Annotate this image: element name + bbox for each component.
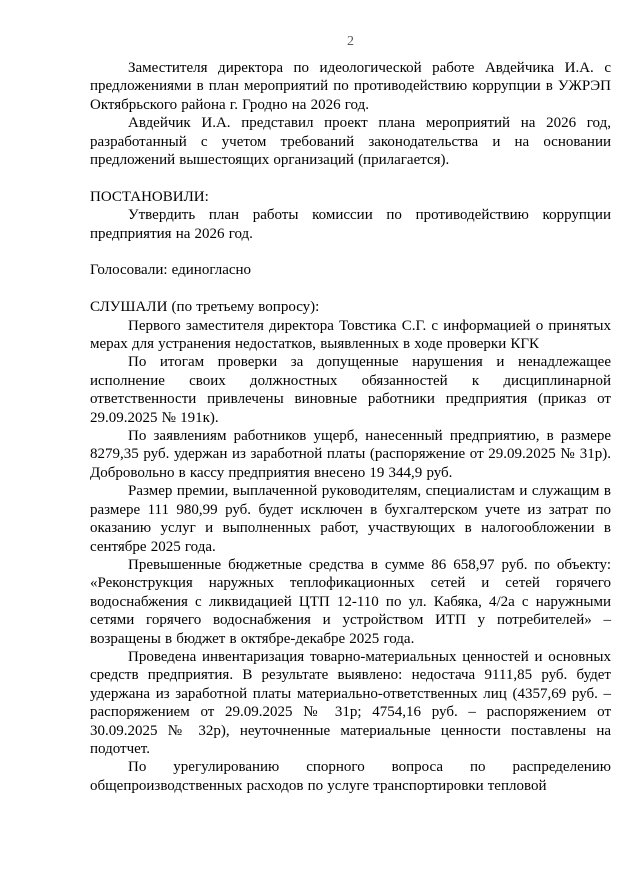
paragraph-dispute-settlement: По урегулированию спорного вопроса по распределению общепроизводственных расходов по услуге транспортировки тепловой xyxy=(90,759,611,794)
page-content xyxy=(90,34,611,795)
paragraph-avdeychik-proposals: Заместителя директора по идеологической работе Авдейчика И.А. с предложениями в план мероприятий по противодействию коррупции в УЖРЭП Октябрьского района г. Гродно на 2026 год. xyxy=(90,60,611,113)
page-number: 2 xyxy=(347,34,354,49)
resolved-heading: ПОСТАНОВИЛИ: xyxy=(90,188,209,205)
voting-result: Голосовали: единогласно xyxy=(90,262,252,279)
paragraph-damage-recovery: По заявлениям работников ущерб, нанесенный предприятию, в размере 8279,35 руб. удержан из заработной платы (распоряжение от 29.09.2025 № 31р). Добровольно в кассу предприятия внесено 19 344,9 руб. xyxy=(90,428,611,481)
paragraph-budget-return: Превышенные бюджетные средства в сумме 86 658,97 руб. по объекту: «Реконструкция наружных теплофикационных сетей и сетей горячего водоснабжения с ликвидацией ЦТП 12-110 по ул. Кабяка, 4/2а с наружными сетями горячего водоснабжения и устройством ИТП у потребителей» –возращены в бюджет в октябре-декабре 2025 года. xyxy=(90,556,611,647)
heard-heading: СЛУШАЛИ (по третьему вопросу): xyxy=(90,299,320,316)
document-body xyxy=(90,59,611,795)
paragraph-avdeychik-plan-draft: Авдейчик И.А. представил проект плана мероприятий на 2026 год, разработанный с учетом требований законодательства и на основании предложений вышестоящих организаций (прилагается). xyxy=(90,115,611,169)
paragraph-resolution: Утвердить план работы комиссии по противодействию коррупции предприятия на 2026 год. xyxy=(90,207,611,242)
paragraph-bonus-exclusion: Размер премии, выплаченной руководителям, специалистам и служащим в размере 111 980,99 руб. будет исключен в бухгалтерском учете из затрат по оказанию услуг и выполненных работ, участвующих в налогообложении в сентябре 2025 года. xyxy=(90,483,611,555)
paragraph-disciplinary-measures: По итогам проверки за допущенные нарушения и ненадлежащее исполнение своих должностных обязанностей к дисциплинарной ответственности привлечены виновные работники предприятия (приказ от 29.09.2025 № 191к). xyxy=(90,354,611,426)
paragraph-inventory-results: Проведена инвентаризация товарно-материальных ценностей и основных средств предприятия. В результате выявлено: недостача 9111,85 руб. будет удержана из заработной платы материально-ответственных лиц (4357,69 руб. – распоряжением от 29.09.2025 № 31р; 4754,16 руб. – распоряжением от 30.09.2025 № 32р), неуточненные материальные ценности поставлены на подотчет. xyxy=(90,648,611,757)
paragraph-tovstik-info: Первого заместителя директора Товстика С.Г. с информацией о принятых мерах для устранения недостатков, выявленных в ходе проверки КГК xyxy=(90,317,611,353)
